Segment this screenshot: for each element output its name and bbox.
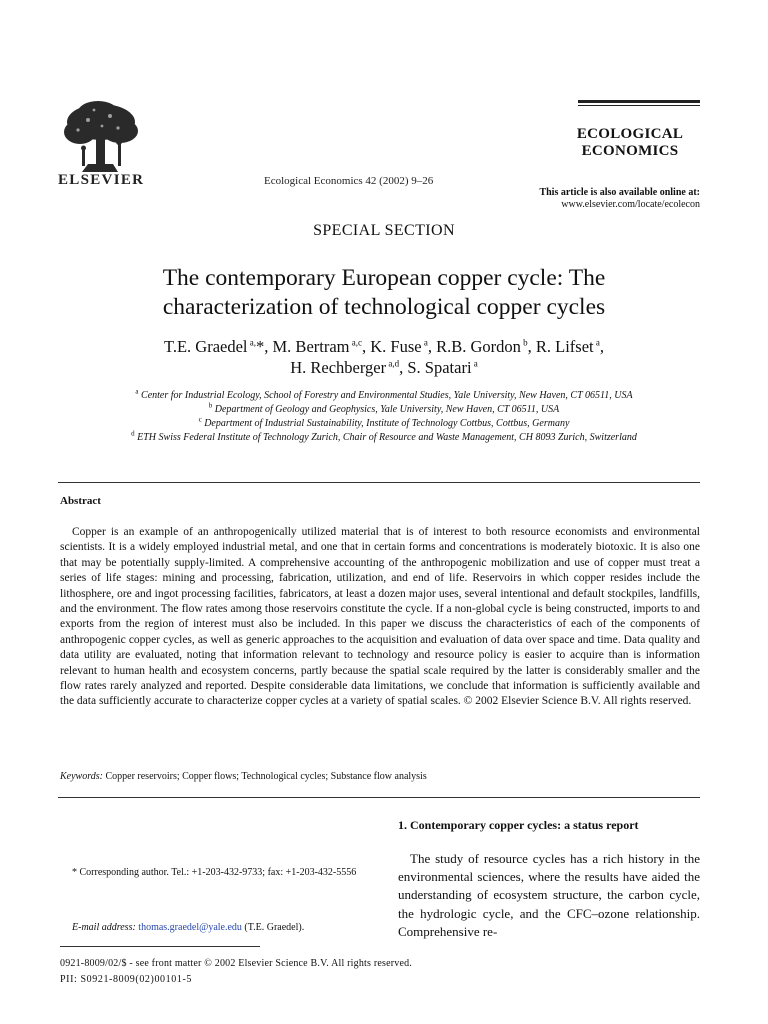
author-name: R.B. Gordon — [436, 337, 521, 356]
affil-text: ETH Swiss Federal Institute of Technology Zurich, Chair of Resource and Waste Management, CH 8093 Zurich, Switzerland — [137, 432, 637, 443]
author-name: R. Lifset — [535, 337, 594, 356]
author-name: M. Bertram — [272, 337, 350, 356]
author-name: H. Rechberger — [290, 358, 387, 377]
footnote-rule — [60, 946, 260, 947]
abstract-heading: Abstract — [60, 495, 101, 507]
journal-url[interactable]: www.elsevier.com/locate/ecolecon — [561, 199, 700, 210]
affil-text: Department of Geology and Geophysics, Yale University, New Haven, CT 06511, USA — [214, 404, 560, 415]
affiliations — [40, 389, 728, 445]
affiliation-c — [40, 417, 728, 431]
abstract-bottom-rule — [58, 797, 700, 798]
journal-title-line1: ECOLOGICAL — [576, 126, 684, 142]
journal-title — [560, 126, 700, 160]
author-affil: b — [523, 337, 528, 348]
journal-rule — [578, 100, 700, 103]
author-sep: , — [362, 337, 371, 356]
author-line1 — [60, 336, 708, 357]
availability-label: This article is also available online at: — [539, 187, 700, 198]
affil-mark: a — [135, 387, 139, 396]
affil-text: Department of Industrial Sustainability, Institute of Technology Cottbus, Cottbus, Germany — [204, 418, 570, 429]
affiliation-d — [40, 431, 728, 445]
affiliation-b — [40, 403, 728, 417]
title-line1: The contemporary European copper cycle: The — [162, 265, 606, 291]
author-name: T.E. Graedel — [163, 337, 248, 356]
author-affil: a, — [249, 337, 257, 348]
affiliation-a — [40, 389, 728, 403]
author-sep: , — [599, 337, 605, 356]
section1-heading: 1. Contemporary copper cycles: a status report — [398, 818, 639, 832]
author-affil: a — [595, 337, 600, 348]
corresponding-author-note: * Corresponding author. Tel.: +1-203-432-9733; fax: +1-203-432-5556 — [72, 867, 357, 878]
email-owner: (T.E. Graedel). — [244, 922, 305, 933]
journal-citation: Ecological Economics 42 (2002) 9–26 — [264, 175, 434, 187]
title-line2: characterization of technological copper cycles — [162, 294, 606, 320]
email-label: E-mail address: — [72, 922, 136, 933]
affil-text: Center for Industrial Ecology, School of Forestry and Environmental Studies, Yale University, New Haven, CT 06511, USA — [141, 390, 633, 401]
front-matter: 0921-8009/02/$ - see front matter © 2002 Elsevier Science B.V. All rights reserved. — [60, 958, 412, 969]
author-affil: a,d — [388, 358, 400, 369]
author-sep: *, — [256, 337, 273, 356]
keywords-label: Keywords: — [60, 771, 103, 782]
author-affil: a,c — [351, 337, 362, 348]
author-name: S. Spatari — [407, 358, 472, 377]
author-name: K. Fuse — [370, 337, 422, 356]
abstract-body: Copper is an example of an anthropogenically utilized material that is of interest to both resource economists and environmental scientists. It is a widely employed industrial metal, and one that in certain forms and concentrations is moderately biotoxic. It is also one that may be potentially supply-limited. A comprehensive accounting of the anthropogenic mobilization and use of copper must treat a series of life stages: mining and processing, fabrication, utilization, and end of life. Reservoirs in which copper resides include the lithosphere, ore and ingot processing facilities, fabricators, at least a dozen major uses, several intentional and default stockpiles, landfills, and the environment. The flow rates among those reservoirs constitute the cycle. If a non-global cycle is being constructed, imports to and exports from the region of interest must also be included. In this paper we discuss the characteristics of each of the components of anthropogenic copper cycles, as well as generic approaches to the acquisition and evaluation of data over space and time. Data quality and data utility are evaluated, noting that information relevant to technology and resource policy is easier to acquire than is information relevant to human health and ecosystem concerns, partly because the spatial scale required by the latter is considerably smaller and the flow rates rarely analyzed and reported. Despite considerable data limitations, we conclude that information is sufficiently available and the data sufficiently accurate to characterize copper cycles at a variety of spatial scales. © 2002 Elsevier Science B.V. All rights reserved. — [60, 526, 700, 708]
author-affil: a — [423, 337, 428, 348]
affil-mark: d — [131, 429, 135, 438]
online-availability — [539, 187, 700, 211]
abstract-top-rule — [58, 482, 700, 483]
pii: PII: S0921-8009(02)00101-5 — [60, 974, 192, 985]
author-line2 — [60, 357, 708, 378]
journal-title-line2: ECONOMICS — [581, 143, 679, 159]
section1-body: The study of resource cycles has a rich history in the environmental sciences, where the results have aided the understanding of ecosystem structure, the carbon cycle, the hydrologic cycle, and the CFC–ozone relationship. Comprehensive re- — [398, 851, 700, 939]
affil-mark: b — [208, 401, 213, 410]
section-heading: SPECIAL SECTION — [313, 222, 455, 239]
author-sep: , — [527, 337, 536, 356]
email-note — [60, 921, 362, 935]
journal-rule-thin — [578, 105, 700, 106]
keywords-list: Copper reservoirs; Copper flows; Technological cycles; Substance flow analysis — [105, 771, 427, 782]
article-title — [60, 264, 708, 322]
author-sep: , — [399, 358, 408, 377]
affil-mark: c — [198, 415, 202, 424]
author-list — [60, 336, 708, 378]
email-link[interactable]: thomas.graedel@yale.edu — [138, 922, 242, 933]
keywords — [60, 771, 700, 782]
publisher-name: ELSEVIER — [58, 172, 145, 188]
author-sep: , — [427, 337, 437, 356]
author-affil: a — [473, 358, 478, 369]
